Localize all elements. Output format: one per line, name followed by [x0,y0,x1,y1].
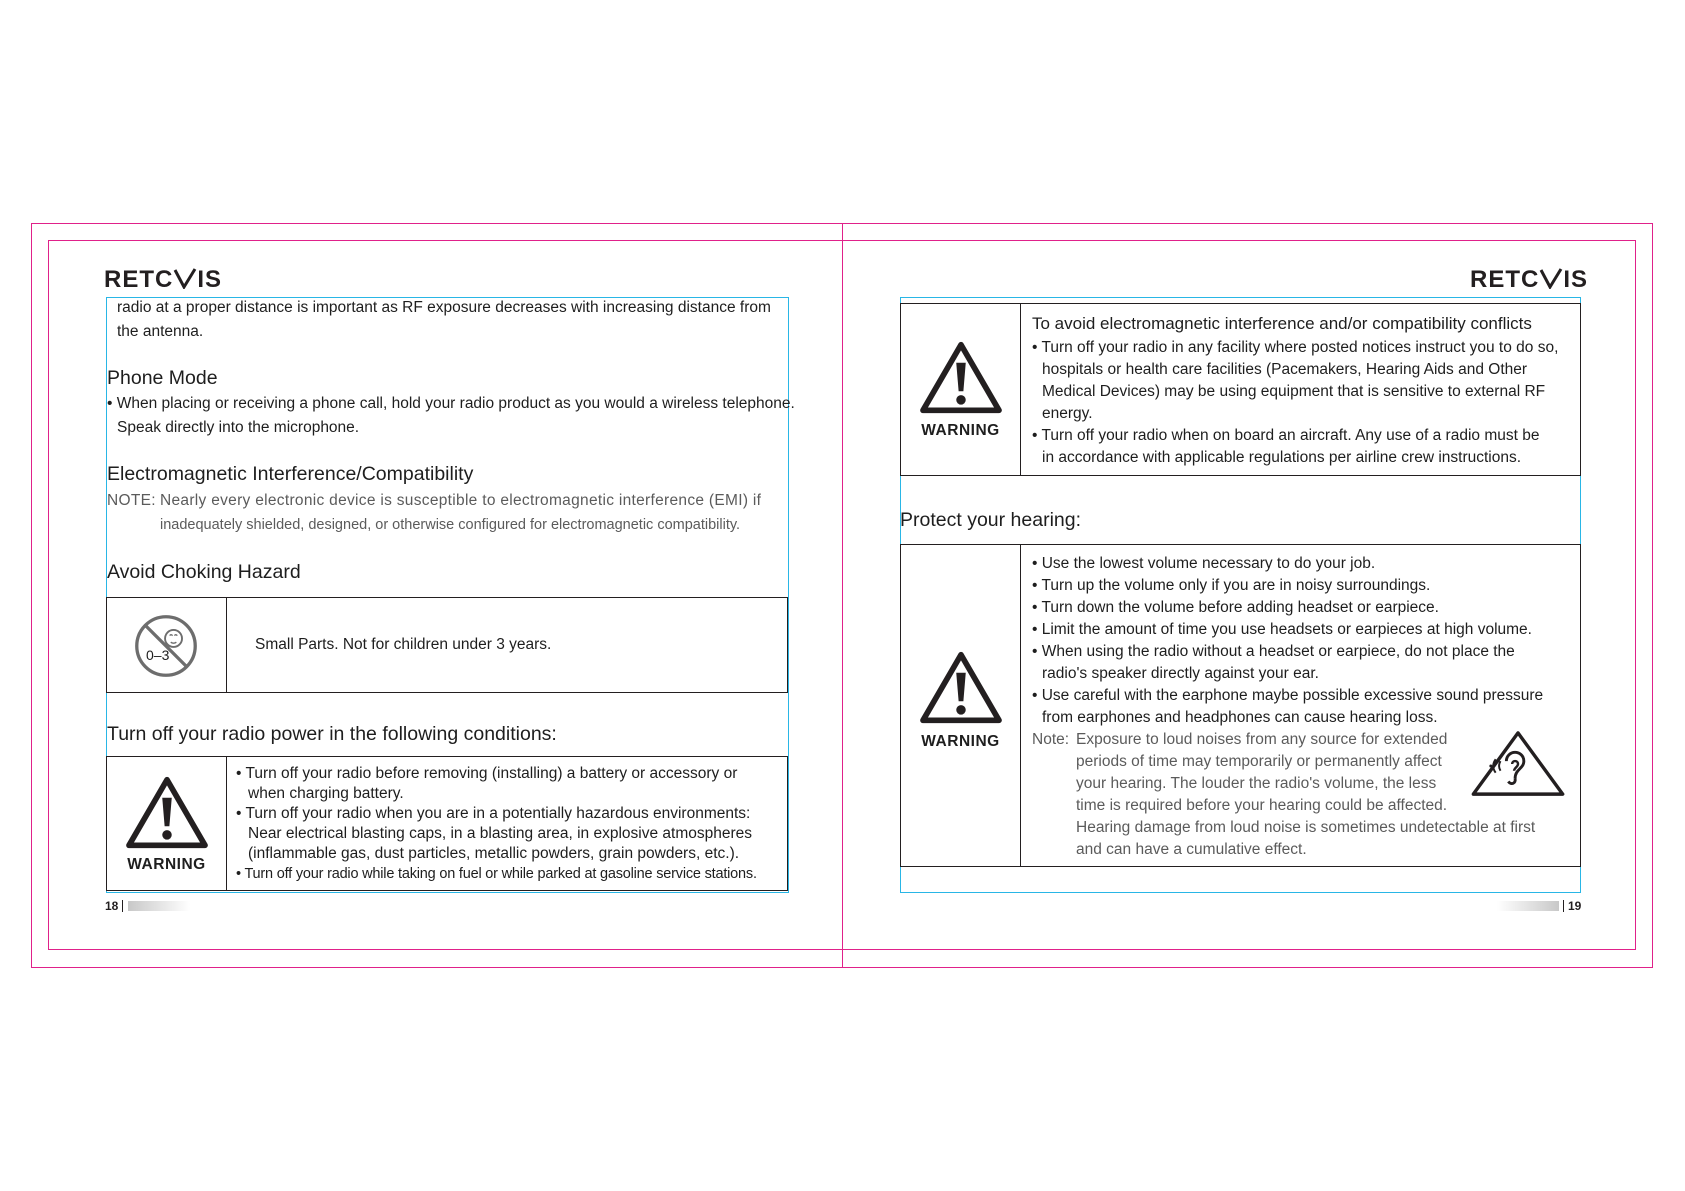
page-number-separator-left [122,900,123,912]
page-number-right: 19 [1568,899,1582,913]
phone-mode-line-2: Speak directly into the microphone. [117,419,360,436]
hearing-note-line-2: periods of time may temporarily or permanently affect [1076,753,1442,770]
brand-logo-right: RETC IS [1470,266,1589,293]
emi-box-line-3: Medical Devices) may be using equipment that is sensitive to external RF [1042,383,1546,400]
phone-mode-line-1: • When placing or receiving a phone call, hold your radio product as you would a wireless telephone. [107,395,795,412]
hearing-line-4: • Limit the amount of time you use headsets or earpieces at high volume. [1032,621,1532,638]
hearing-note-line-6: and can have a cumulative effect. [1076,841,1307,858]
hearing-note-line-1: Exposure to loud noises from any source for extended [1076,731,1448,748]
hearing-note-line-4: time is required before your hearing could be affected. [1076,797,1448,814]
emi-note-prefix: NOTE: [107,492,156,509]
power-off-line-2: when charging battery. [248,785,404,802]
logo-v-mark-icon [1539,267,1563,289]
logo-v-mark-icon [173,267,197,289]
emi-box-line-6: in accordance with applicable regulations per airline crew instructions. [1042,449,1522,466]
emi-box-line-2: hospitals or health care facilities (Pacemakers, Hearing Aids and Other [1042,361,1528,378]
choking-box-divider [226,598,227,692]
emi-box-title: To avoid electromagnetic interference and/or compatibility conflicts [1032,314,1532,333]
power-off-warning-box [106,756,788,891]
warning-triangle-icon [124,775,210,851]
emi-note-line-2: inadequately shielded, designed, or otherwise configured for electromagnetic compatibility. [160,517,741,533]
power-off-box-divider [226,757,227,890]
warning-triangle-icon [918,340,1004,416]
page-gradient-bar-left [128,901,190,911]
emi-note-line-1: Nearly every electronic device is susceptible to electromagnetic interference (EMI) if [160,492,762,509]
page-number-left: 18 [105,899,119,913]
power-off-line-3: • Turn off your radio when you are in a potentially hazardous environments: [236,805,751,822]
hearing-note-line-3: your hearing. The louder the radio's volume, the less [1076,775,1437,792]
phone-mode-heading: Phone Mode [107,367,218,389]
power-off-line-4: Near electrical blasting caps, in a blasting area, in explosive atmospheres [248,825,753,842]
power-off-warning-label: WARNING [127,856,206,873]
hearing-line-3: • Turn down the volume before adding headset or earpiece. [1032,599,1439,616]
emi-heading: Electromagnetic Interference/Compatibility [107,463,474,485]
hearing-line-6: radio's speaker directly against your ear. [1042,665,1319,682]
hearing-protection-icon [1469,730,1567,798]
choking-icon-age-label: 0–3 [146,647,170,663]
emi-warning-box [900,303,1581,476]
hearing-line-5: • When using the radio without a headset or earpiece, do not place the [1032,643,1515,660]
warning-triangle-icon [918,650,1004,726]
choking-text: Small Parts. Not for children under 3 years. [255,636,552,653]
power-off-heading: Turn off your radio power in the following conditions: [107,723,557,745]
emi-warning-label: WARNING [921,422,1000,439]
hearing-warning-label: WARNING [921,733,1000,750]
power-off-line-6: • Turn off your radio while taking on fuel or while parked at gasoline service stations. [236,866,757,882]
hearing-heading: Protect your hearing: [900,509,1082,531]
hearing-line-1: • Use the lowest volume necessary to do your job. [1032,555,1376,572]
page-number-separator-right [1563,900,1564,912]
power-off-line-1: • Turn off your radio before removing (installing) a battery or accessory or [236,765,738,782]
brand-logo-left: RETC IS [104,266,223,293]
hearing-line-7: • Use careful with the earphone maybe possible excessive sound pressure [1032,687,1544,704]
spine-line [842,223,843,968]
hearing-line-2: • Turn up the volume only if you are in noisy surroundings. [1032,577,1431,594]
emi-box-line-4: energy. [1042,405,1093,422]
hearing-line-8: from earphones and headphones can cause hearing loss. [1042,709,1438,726]
choking-box [106,597,788,693]
hearing-note-line-5: Hearing damage from loud noise is sometimes undetectable at first [1076,819,1536,836]
page-gradient-bar-right [1497,901,1559,911]
no-small-children-icon [133,613,199,679]
hearing-box-divider [1020,545,1021,866]
intro-line-2: the antenna. [117,323,204,340]
hearing-warning-box [900,544,1581,867]
intro-line-1: radio at a proper distance is important as RF exposure decreases with increasing distance from [117,299,771,316]
power-off-line-5: (inflammable gas, dust particles, metallic powders, grain powders, etc.). [248,845,740,862]
hearing-note-prefix: Note: [1032,731,1070,748]
choking-heading: Avoid Choking Hazard [107,561,301,583]
emi-box-line-1: • Turn off your radio in any facility where posted notices instruct you to do so, [1032,339,1559,356]
emi-box-divider [1020,304,1021,475]
emi-box-line-5: • Turn off your radio when on board an aircraft. Any use of a radio must be [1032,427,1540,444]
